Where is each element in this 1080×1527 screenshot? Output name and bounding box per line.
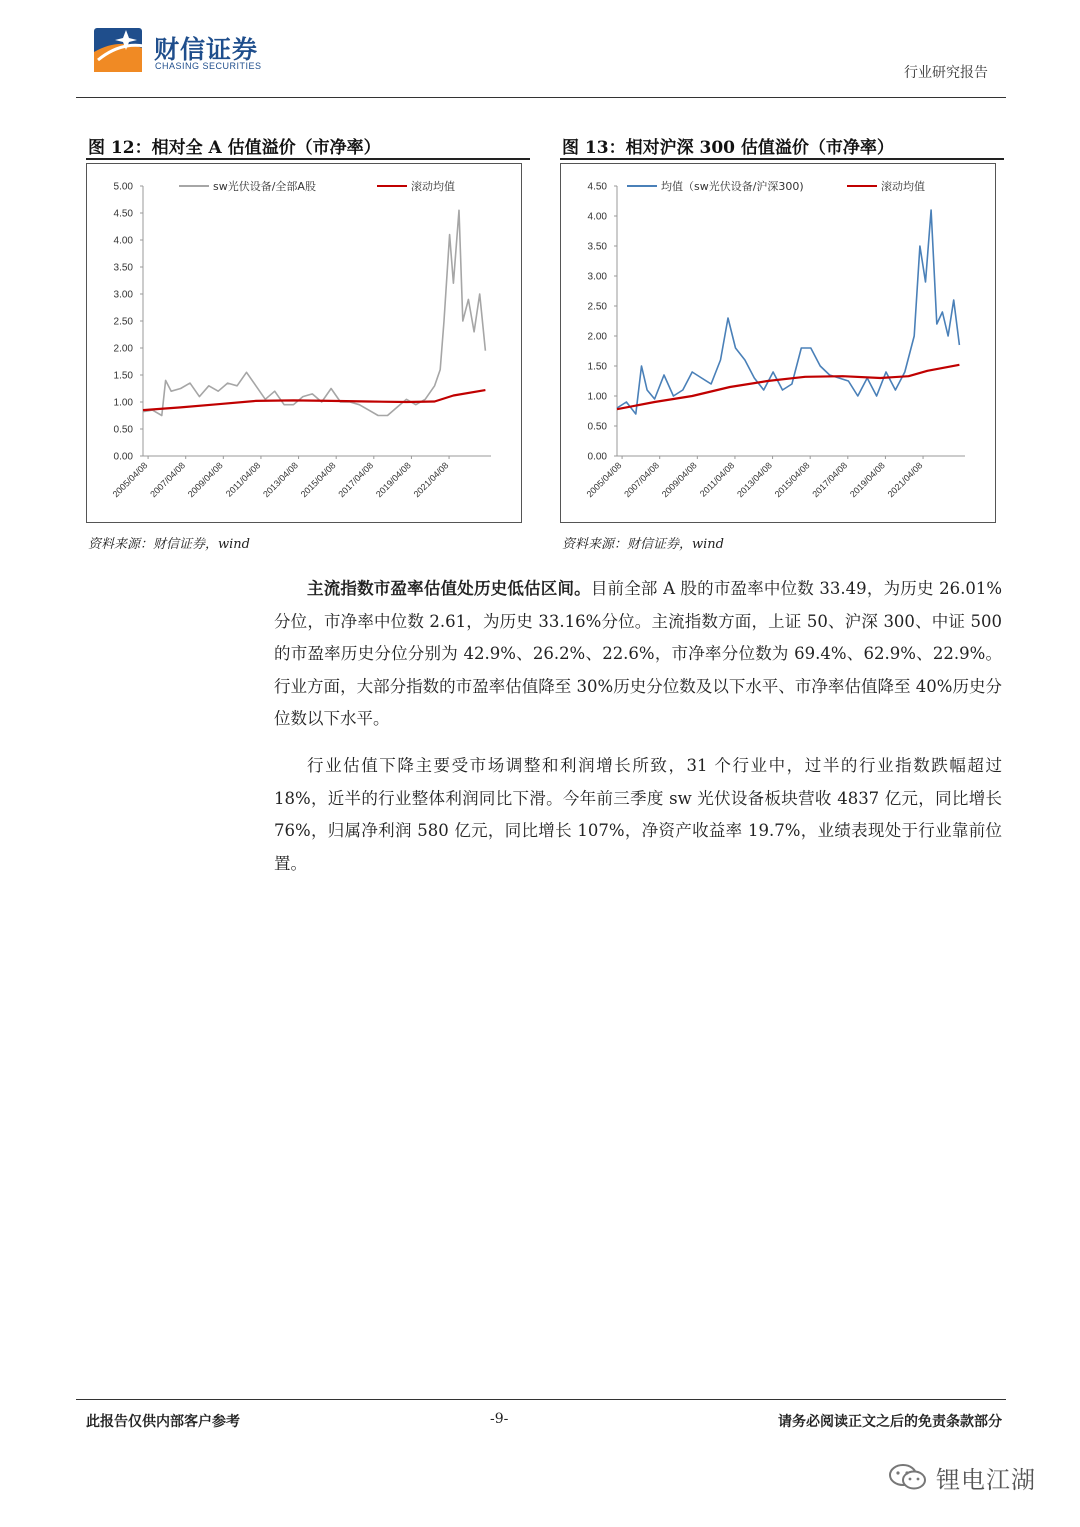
y-tick-label: 1.00 (113, 397, 133, 409)
y-tick-label: 4.50 (587, 181, 607, 193)
paragraph-industry-text: 行业估值下降主要受市场调整和利润增长所致，31 个行业中，过半的行业指数跌幅超过 18%，近半的行业整体利润同比下滑。今年前三季度 sw 光伏设备板块营收 4837 亿元，同比增长 76%，归属净利润 580 亿元，同比增长 107%，净资产收益率 19.7%，业绩表现处于行业靠前位置。 (274, 756, 1002, 873)
logo-text: 财信证券 (154, 35, 259, 64)
y-tick-label: 4.50 (113, 208, 133, 220)
footer-disclaimer-right: 请务必阅读正文之后的免责条款部分 (778, 1414, 1002, 1430)
figure-12-source: 资料来源：财信证券，wind (88, 537, 250, 552)
x-tick-label: 2005/04/08 (110, 460, 150, 500)
figure-13-chart (560, 163, 996, 523)
x-tick-label: 2013/04/08 (261, 460, 300, 500)
report-type: 行业研究报告 (904, 65, 988, 81)
series-line-premium (143, 210, 485, 415)
watermark-text: 锂电江湖 (936, 1466, 1036, 1494)
x-tick-label: 2021/04/08 (885, 460, 925, 500)
figure-13-title: 图 13：相对沪深 300 估值溢价（市净率） (562, 138, 894, 158)
x-tick-label: 2009/04/08 (185, 460, 225, 500)
y-tick-label: 0.50 (113, 424, 133, 436)
y-tick-label: 3.00 (587, 271, 607, 283)
y-tick-label: 3.50 (113, 262, 133, 274)
y-tick-label: 5.00 (113, 181, 133, 193)
x-tick-label: 2021/04/08 (411, 460, 451, 500)
wechat-icon (888, 1462, 928, 1492)
x-tick-label: 2007/04/08 (148, 460, 188, 500)
y-tick-label: 2.50 (587, 301, 607, 313)
figure-13-source: 资料来源：财信证券，wind (562, 537, 724, 552)
x-tick-label: 2017/04/08 (336, 460, 376, 500)
x-tick-label: 2011/04/08 (223, 460, 263, 499)
series-line-premium (617, 210, 959, 414)
y-tick-label: 2.00 (587, 331, 607, 343)
x-tick-label: 2011/04/08 (697, 460, 737, 499)
y-tick-label: 0.00 (587, 451, 607, 463)
y-tick-label: 3.00 (113, 289, 133, 301)
legend-label: 滚动均值 (881, 180, 925, 193)
paragraph-valuation (274, 573, 1002, 736)
x-tick-label: 2005/04/08 (584, 460, 624, 500)
footer-divider (76, 1399, 1006, 1400)
paragraph-industry (274, 750, 1002, 880)
y-tick-label: 3.50 (587, 241, 607, 253)
y-tick-label: 1.50 (587, 361, 607, 373)
x-tick-label: 2007/04/08 (622, 460, 662, 500)
legend-label: 均值（sw光伏设备/沪深300) (661, 180, 804, 193)
figure-13-title-rule (560, 158, 1004, 160)
y-tick-label: 1.00 (587, 391, 607, 403)
y-tick-label: 4.00 (587, 211, 607, 223)
figure-12-title: 图 12：相对全 A 估值溢价（市净率） (88, 138, 381, 158)
logo-subtitle: CHASING SECURITIES (155, 61, 262, 71)
figure-12-chart (86, 163, 522, 523)
series-line-rolling-mean (143, 390, 485, 410)
figure-12-title-rule (86, 158, 530, 160)
x-tick-label: 2015/04/08 (772, 460, 812, 500)
y-tick-label: 0.50 (587, 421, 607, 433)
y-tick-label: 4.00 (113, 235, 133, 247)
figure-13-chart-svg (561, 164, 995, 522)
x-tick-label: 2013/04/08 (735, 460, 774, 500)
header-divider (76, 97, 1006, 98)
y-tick-label: 0.00 (113, 451, 133, 463)
x-tick-label: 2017/04/08 (810, 460, 850, 500)
paragraph-valuation-text: 目前全部 A 股的市盈率中位数 33.49，为历史 26.01%分位，市净率中位数 2.61，为历史 33.16%分位。主流指数方面，上证 50、沪深 300、中证 500 的市盈率历史分位分别为 42.9%、26.2%、22.6%，市净率分位数为 69.4%、62.9%、22.9%。行业方面，大部分指数的市盈率估值降至 30%历史分位数及以下水平、市净率估值降至 40%历史分位数以下水平。 (274, 579, 1003, 728)
page-number: -9- (490, 1411, 509, 1427)
figure-12-chart-svg (87, 164, 521, 522)
legend-label: 滚动均值 (411, 180, 455, 193)
logo-icon (92, 22, 148, 78)
footer-disclaimer-left: 此报告仅供内部客户参考 (86, 1414, 240, 1430)
x-tick-label: 2015/04/08 (298, 460, 338, 500)
legend-label: sw光伏设备/全部A股 (213, 180, 316, 193)
x-tick-label: 2009/04/08 (659, 460, 699, 500)
x-tick-label: 2019/04/08 (373, 460, 413, 500)
paragraph-valuation-lead: 主流指数市盈率估值处历史低估区间。 (307, 579, 591, 598)
y-tick-label: 2.00 (113, 343, 133, 355)
y-tick-label: 2.50 (113, 316, 133, 328)
x-tick-label: 2019/04/08 (847, 460, 887, 500)
y-tick-label: 1.50 (113, 370, 133, 382)
